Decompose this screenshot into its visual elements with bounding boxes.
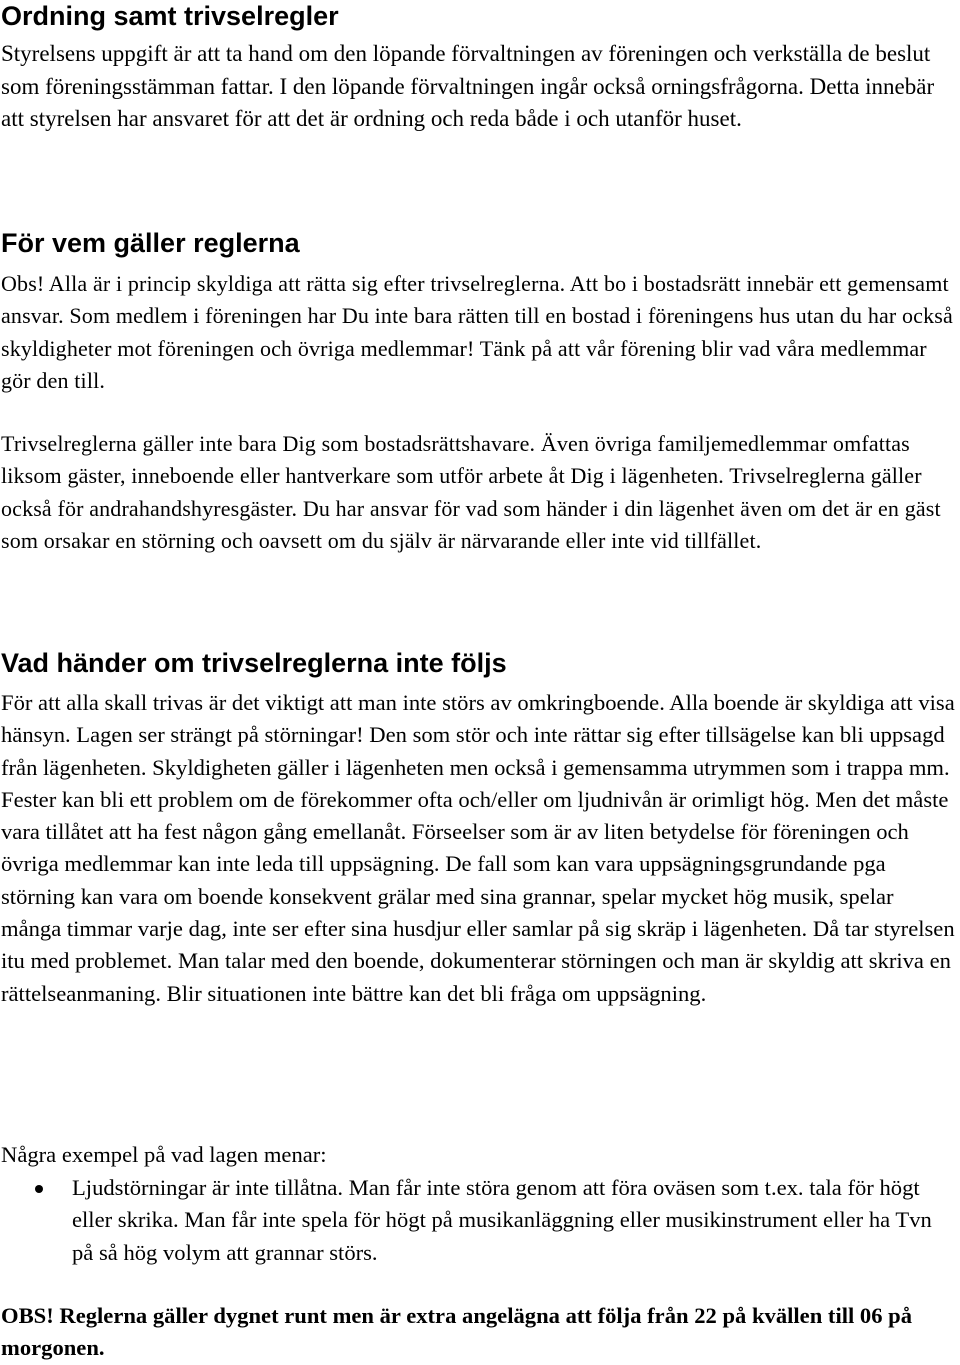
board-paragraph: Styrelsens uppgift är att ta hand om den löpande förvaltningen av föreningen och verkställa de beslut som föreningsstämman fattar. I den löpande förvaltningen ingår också orningsfrågorna. Detta innebär att styrelsen har ansvaret för att det är ordning och reda både i och utanför huset. xyxy=(1,41,935,131)
obs-note: OBS! Reglerna gäller dygnet runt men är extra angelägna att följa från 22 på kvällen till 06 på morgonen. xyxy=(1,1303,913,1361)
list-item-text: Ljudstörningar är inte tillåtna. Man får inte störa genom att föra oväsen som t.ex. tala för högt eller skrika. Man får inte spela för högt på musikanläggning eller musikinstrument eller ha Tvn på så hög volym att grannar störs. xyxy=(72,1175,932,1265)
bullet-icon xyxy=(35,1185,43,1193)
examples-list xyxy=(0,1172,955,1269)
list-item xyxy=(0,1172,952,1269)
examples-intro: Några exempel på vad lagen menar: xyxy=(1,1142,327,1167)
section-heading-who: För vem gäller reglerna xyxy=(1,228,300,258)
who-paragraph-1: Obs! Alla är i princip skyldiga att rätta sig efter trivselreglerna. Att bo i bostadsrätt innebär ett gemensamt ansvar. Som medlem i föreningen har Du inte bara rätten till en bostad i föreningens hus utan du har också skyldigheter mot föreningen och övriga medlemmar! Tänk på att vår förening blir vad våra medlemmar gör den till. xyxy=(1,271,953,393)
who-paragraph-2: Trivselreglerna gäller inte bara Dig som bostadsrättshavare. Även övriga familjemedlemmar omfattas liksom gäster, inneboende eller hantverkare som utför arbete åt Dig i lägenheten. Trivselreglerna gäller också för andrahandshyresgäster. Du har ansvar för vad som händer i din lägenhet även om det är en gäst som orsakar en störning och oavsett om du själv är närvarande eller inte vid tillfället. xyxy=(1,431,941,553)
section-heading-what: Vad händer om trivselreglerna inte följs xyxy=(1,648,507,678)
page-title: Ordning samt trivselregler xyxy=(1,1,339,31)
what-paragraph: För att alla skall trivas är det viktigt att man inte störs av omkringboende. Alla boende är skyldiga att visa hänsyn. Lagen ser strängt på störningar! Den som stör och inte rättar sig efter tillsägelse kan bli uppsagd från lägenheten. Skyldigheten gäller i lägenheten men också i gemensamma utrymmen som i trappa mm. Fester kan bli ett problem om de förekommer ofta och/eller om ljudnivån är orimligt hög. Men det måste vara tillåtet att ha fest någon gång emellanåt. Förseelser som är av liten betydelse för föreningen och övriga medlemmar kan inte leda till uppsägning. De fall som kan vara uppsägningsgrundande pga störning kan vara om boende konsekvent grälar med sina grannar, spelar mycket hög musik, spelar många timmar varje dag, inte ser efter sina husdjur eller samlar på sig skräp i lägenheten. Då tar styrelsen itu med problemet. Man talar med den boende, dokumenterar störningen och man är skyldig att skriva en rättelseanmaning. Blir situationen inte bättre kan det bli fråga om uppsägning. xyxy=(1,690,955,1006)
